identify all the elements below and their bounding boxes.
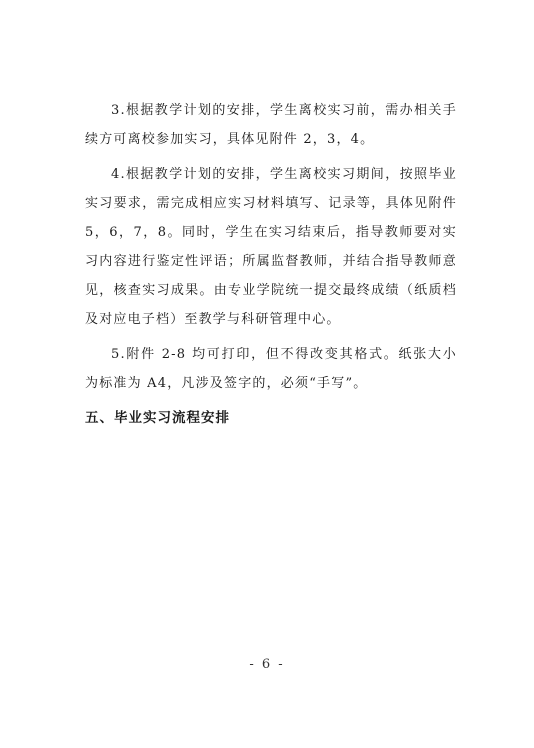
section-heading: 五、毕业实习流程安排: [85, 410, 230, 426]
page-number: - 6 -: [249, 657, 285, 672]
page-body: [85, 96, 457, 433]
paragraph-item-5: 5.附件 2-8 均可打印，但不得改变其格式。纸张大小为标准为 A4，凡涉及签字的，必须“手写”。: [85, 347, 457, 391]
paragraph-item-3: 3.根据教学计划的安排，学生离校实习前，需办相关手续方可离校参加实习，具体见附件 2，3，4。: [85, 103, 457, 147]
paragraph-item-4: 4.根据教学计划的安排，学生离校实习期间，按照毕业实习要求，需完成相应实习材料填写、记录等，具体见附件 5，6，7，8。同时，学生在实习结束后，指导教师要对实习内容进行鉴定性评语；所属监督教师，并结合指导教师意见，核查实习成果。由专业学院统一提交最终成绩（纸质档及对应电子档）至教学与科研管理中心。: [85, 167, 457, 327]
